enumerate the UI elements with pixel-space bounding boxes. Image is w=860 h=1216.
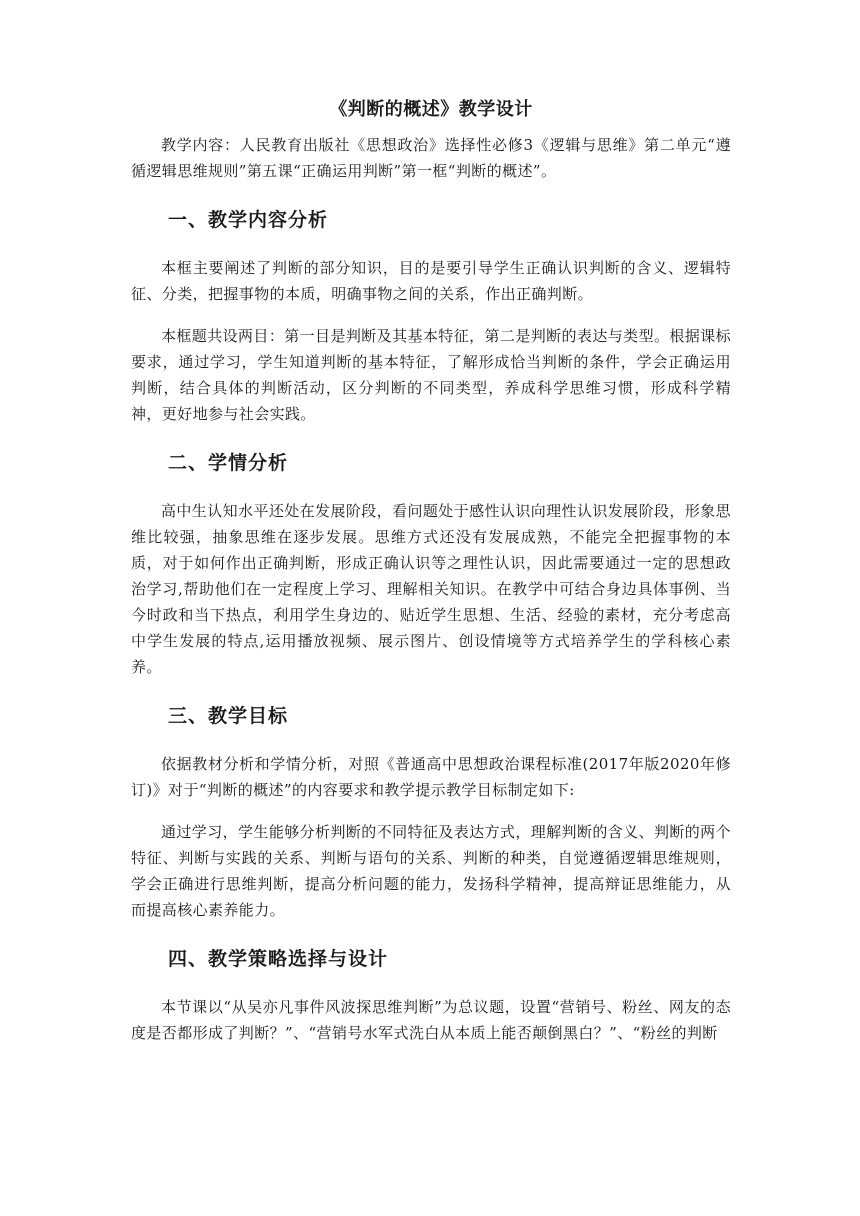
document-page: [131, 98, 731, 1046]
section-heading-student-analysis: 二、学情分析: [168, 452, 289, 474]
paragraph: 本框题共设两目：第一目是判断及其基本特征，第二是判断的表达与类型。根据课标要求，通过学习，学生知道判断的基本特征，了解形成恰当判断的条件，学会正确运用判断，结合具体的判断活动，区分判断的不同类型，养成科学思维习惯，形成科学精神，更好地参与社会实践。: [131, 327, 731, 423]
document-title: 《判断的概述》教学设计: [329, 99, 533, 120]
paragraph: 高中生认知水平还处在发展阶段，看问题处于感性认识向理性认识发展阶段，形象思维比较强，抽象思维在逐步发展。思维方式还没有发展成熟，不能完全把握事物的本质，对于如何作出正确判断，形成正确认识等之理性认识，因此需要通过一定的思想政治学习,帮助他们在一定程度上学习、理解相关知识。在教学中可结合身边具体事例、当今时政和当下热点，利用学生身边的、贴近学生思想、生活、经验的素材，充分考虑高中学生发展的特点,运用播放视频、展示图片、创设情境等方式培养学生的学科核心素养。: [131, 502, 731, 676]
section-heading-teaching-goals: 三、教学目标: [168, 705, 289, 727]
section-heading-teaching-strategy: 四、教学策略选择与设计: [168, 948, 389, 970]
intro-paragraph: 教学内容：人民教育出版社《思想政治》选择性必修3《逻辑与思维》第二单元“遵循逻辑思维规则”第五课“正确运用判断”第一框“判断的概述”。: [131, 136, 731, 180]
paragraph: 本节课以“从吴亦凡事件风波探思维判断”为总议题，设置“营销号、粉丝、网友的态度是否都形成了判断？”、“营销号水军式洗白从本质上能否颠倒黑白？”、“粉丝的判断: [131, 998, 731, 1042]
paragraph: 通过学习，学生能够分析判断的不同特征及表达方式，理解判断的含义、判断的两个特征、判断与实践的关系、判断与语句的关系、判断的种类，自觉遵循逻辑思维规则，学会正确进行思维判断，提高分析问题的能力，发扬科学精神，提高辩证思维能力，从而提高核心素养能力。: [131, 823, 731, 919]
paragraph: 本框主要阐述了判断的部分知识，目的是要引导学生正确认识判断的含义、逻辑特征、分类，把握事物的本质，明确事物之间的关系，作出正确判断。: [131, 259, 731, 303]
section-heading-content-analysis: 一、教学内容分析: [168, 209, 329, 231]
paragraph: 依据教材分析和学情分析，对照《普通高中思想政治课程标准(2017年版2020年修订)》对于“判断的概述”的内容要求和教学提示教学目标制定如下:: [131, 755, 731, 799]
